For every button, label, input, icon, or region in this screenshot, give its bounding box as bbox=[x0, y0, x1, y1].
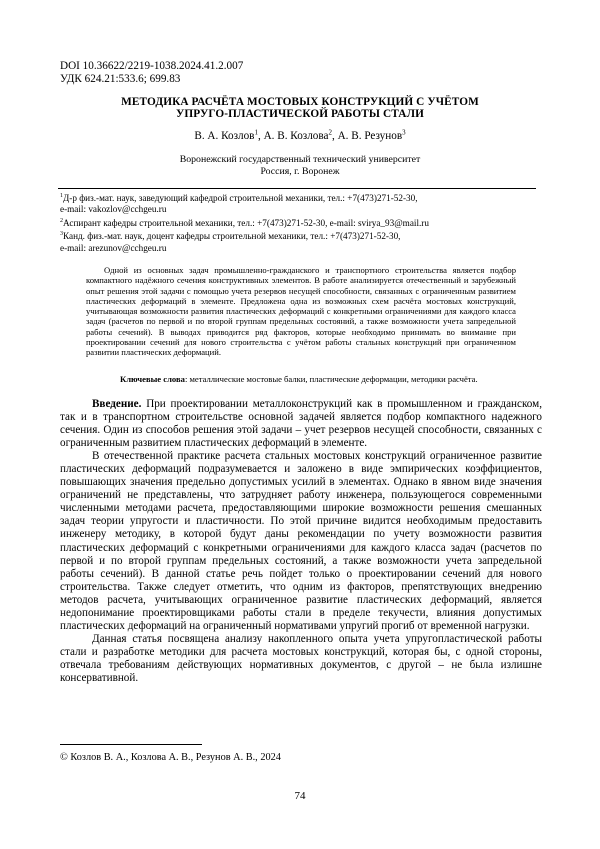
note-mark: 2 bbox=[60, 217, 63, 224]
author-mark: 3 bbox=[402, 128, 406, 136]
intro-heading: Введение. bbox=[92, 398, 142, 410]
copyright-notice: © Козлов В. А., Козлова А. В., Резунов А. В., 2024 bbox=[60, 752, 281, 763]
author-note-3 bbox=[60, 229, 540, 242]
article-body bbox=[60, 398, 542, 685]
author-mark: 2 bbox=[328, 128, 332, 136]
page-number: 74 bbox=[294, 790, 306, 802]
paragraph-practice: В отечественной практике расчета стальных мостовых конструкций ограниченное развитие пластических деформаций подразумевается и заложено в виде эмпирических коэффициентов, повышающих значения предельно допустимых усилий в элементах. Однако в явном виде значения ограничений не представлены, что затрудняет работу инженера, пользующегося современными численными методами расчета, предоставляющими широкие возможности решения смешанных задач теории упругости и пластичности. По этой причине видится необходимым предоставить инженеру методику, в которой будут даны рекомендации по учету возможности развития пластических деформаций с конкретными ограничениями для каждого класса задач (расчетов по первой и по второй группам предельных состояний, а также возможности учета запредельной работы сечений). В данной статье речь пойдет только о проектировании сечений для нового строительства. Также следует отметить, что одним из факторов, препятствующих внедрению методов расчета, учитывающих ограниченное развитие пластических деформаций, является недопонимание проектировщиками работы стали в пределе текучести, влияния допустимых пластических деформаций на ограниченный нормативами упругий прогиб от временной нагрузки. bbox=[60, 450, 542, 632]
author-list bbox=[60, 126, 540, 143]
author-name: А. В. Резунов bbox=[337, 129, 403, 142]
title-line-2: УПРУГО-ПЛАСТИЧЕСКОЙ РАБОТЫ СТАЛИ bbox=[176, 108, 424, 121]
author-note-1 bbox=[60, 191, 540, 204]
notes-divider bbox=[58, 188, 536, 189]
paragraph-text: При проектировании металлоконструкций как в промышленном и гражданском, так и в транспортном строительстве основной задачей является подбор компактного надежного сечения. Один из способов решения этой задачи – учет резервов несущей способности, связанных с ограниченным развитием пластических деформаций в элементе. bbox=[60, 398, 542, 450]
author-note-3-email: e-mail: arezunov@cchgeu.ru bbox=[60, 242, 167, 253]
author-note-2 bbox=[60, 216, 540, 229]
affiliation bbox=[60, 154, 540, 178]
author-sep: , bbox=[257, 129, 264, 142]
note-text: Аспирант кафедры строительной механики, тел.: +7(473)271-52-30, e-mail: svirya_93@mail.ru bbox=[63, 217, 429, 228]
affiliation-location: Россия, г. Воронеж bbox=[260, 166, 340, 177]
udk-line: УДК 624.21:533.6; 699.83 bbox=[60, 73, 181, 85]
article-title bbox=[60, 96, 540, 121]
note-text: Д-р физ.-мат. наук, заведующий кафедрой строительной механики, тел.: +7(473)271-52-30, bbox=[63, 193, 418, 204]
paragraph-purpose: Данная статья посвящена анализу накопленного опыта учета упругопластической работы стали и разработке методики для расчета мостовых конструкций, которая бы, с одной стороны, отвечала требованиям действующих нормативных документов, с другой – не была излишне консервативной. bbox=[60, 632, 542, 684]
note-mark: 3 bbox=[60, 231, 63, 238]
affiliation-institution: Воронежский государственный технический университет bbox=[179, 154, 421, 165]
keywords bbox=[120, 374, 550, 384]
keywords-text: : металлические мостовые балки, пластические деформации, методики расчёта. bbox=[184, 374, 478, 384]
author-2 bbox=[264, 130, 338, 142]
abstract: Одной из основных задач промышленно-гражданского и транспортного строительства является подбор компактного надёжного сечения конструктивных элементов. В работе анализируется отечественный и зарубежный опыт решения этой задачи с помощью учета резервов несущей способности, связанных с ограниченным развитием пластических деформаций в элементе. Предложена одна из возможных схем расчёта мостовых конструкций, учитывающая возможности развития пластических деформаций с конкретными ограничениями для каждого класса задач (расчетов по первой и по второй группам предельных состояний, а также возможности учета запредельной работы сечений). В выводах приводится ряд факторов, которые необходимо принимать во внимание при проектировании сечений для нового строительства с учётом работы стальных конструкций при ограниченном развитии пластических деформаций. bbox=[86, 265, 516, 358]
note-text: Канд. физ.-мат. наук, доцент кафедры строительной механики, тел.: +7(473)271-52-30, bbox=[63, 231, 401, 242]
author-1 bbox=[194, 130, 263, 142]
paragraph-intro bbox=[60, 398, 542, 450]
author-note-1-email: e-mail: vakozlov@cchgeu.ru bbox=[60, 204, 167, 215]
author-name: А. В. Козлова bbox=[263, 129, 329, 142]
author-notes bbox=[60, 191, 540, 254]
author-mark: 1 bbox=[254, 128, 258, 136]
title-line-1: МЕТОДИКА РАСЧЁТА МОСТОВЫХ КОНСТРУКЦИЙ С УЧЁТОМ bbox=[121, 96, 479, 108]
author-3 bbox=[338, 130, 406, 142]
keywords-label: Ключевые слова bbox=[120, 374, 185, 384]
doi-line: DOI 10.36622/2219-1038.2024.41.2.007 bbox=[60, 60, 244, 72]
author-name: В. А. Козлов bbox=[194, 129, 255, 142]
footnote-divider bbox=[60, 744, 202, 745]
note-mark: 1 bbox=[60, 193, 63, 199]
author-sep: , bbox=[332, 129, 338, 142]
